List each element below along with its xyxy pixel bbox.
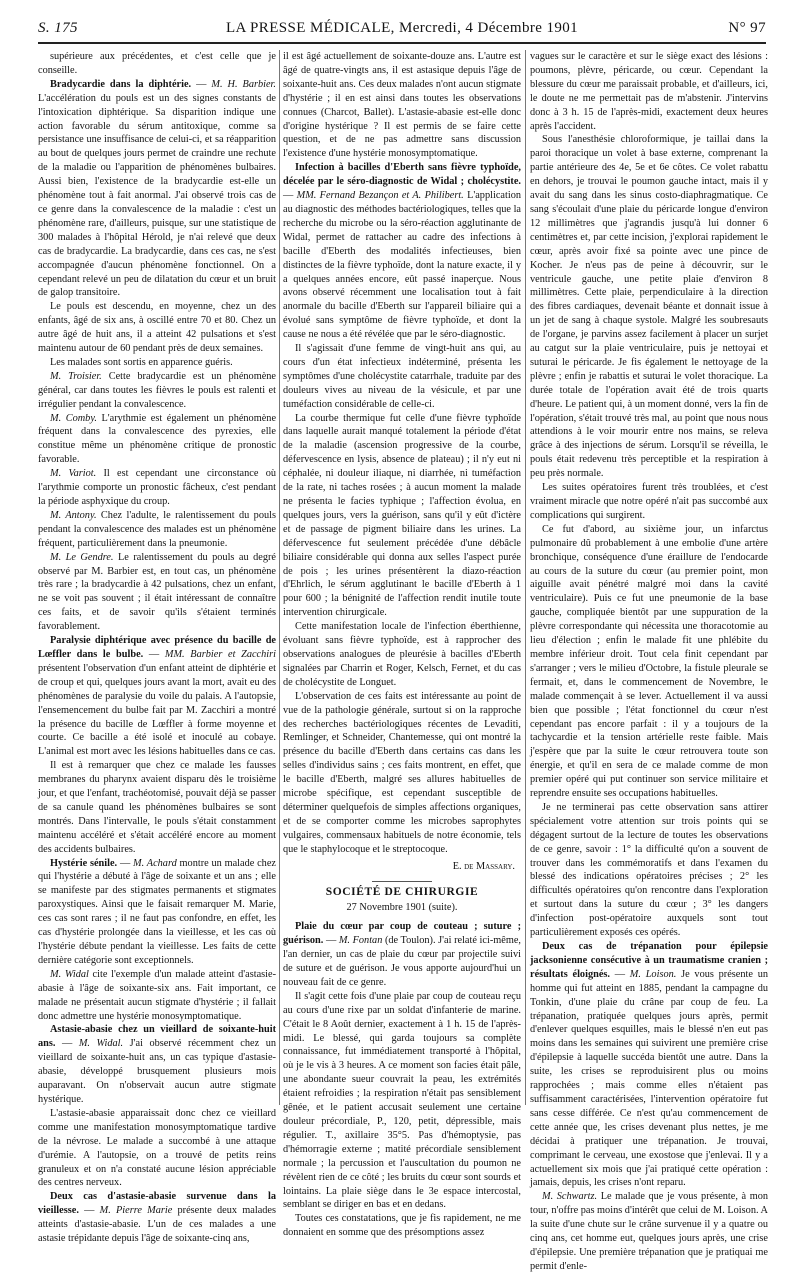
author-name: M. Achard	[133, 857, 177, 869]
paragraph	[530, 481, 768, 523]
paragraph-text: Cette manifestation locale de l'infection éberthienne, évoluant sans fièvre typhoïde, est à rapprocher des observations analogues de pleurésie à bacilles d'Eberth signalées par Charrin et Roger, Kelsch, Fernet, et du cas de cholécystite de Longuet.	[283, 621, 521, 688]
author-name: M. Pierre Marie	[99, 1205, 173, 1217]
paragraph-text: Sous l'anesthésie chloroformique, je taillai dans la paroi thoracique un volet à base externe, comprenant la partie antérieure des 4e, 5e et 6e côtes. Ce volet rabattu en dehors, je trouvai le poumon gauche intact, mais il y avait du sang dans les sinus costo-diaphragmatique. Ce sang s'écoulait d'une plaie du péricarde longue d'environ 12 millimètres que j'agrandis jusqu'à lui donner 6 centimètres et, par cette incision, j'explorai rapidement le cœur, après avoir fixé sa pointe avec une pince de Kocher. Je n'eus pas de peine à découvrir, sur le ventricule gauche, une petite plaie d'environ 8 millimètres. Cette plaie, perpendiculaire à la direction des fibres cardiaques, devenait béante et donnait issue à un jet de sang à chaque systole. Malgré les soubresauts de l'organe, je parvins assez facilement à placer un surjet au catgut sur la plaie ventriculaire, puis je nettoyai et suturai le péricarde. Je fis également le nettoyage de la plèvre ; enfin je rabattis et suturai le volet thoracique. La durée totale de l'opération avait été de trois quarts d'heure. Le patient qui, à un moment donné, vers la fin de l'opération, s'était trouvé très mal, au point que nous nous attendions à le voir mourir entre nos mains, se releva grâce à des injections de sérum. Lorsqu'il se réveilla, le pouls était redevenu très perceptible et la respiration à peu près normale.	[530, 134, 768, 480]
paragraph: Plaie du cœur par coup de couteau ; suture ; guérison. — M. Fontan (de Toulon). J'ai relaté ici-même, l'an dernier, un cas de plaie du cœur par projectile suivi de suture et de guérison. Je vous apporte aujourd'hui un nouveau fait de ce genre.	[283, 921, 521, 988]
paragraph	[38, 412, 276, 468]
paragraph-text: L'application au diagnostic des méthodes bactériologiques, telles que la recherche du microbe ou la séro-réaction agglutinante de Widal, permet de rattacher au cadre des infections à bacille d'Eberth des modalités infectieuses, bien distinctes de la fièvre typhoïde, dont la nature exacte, il y a quelques années encore, eût passé inaperçue. Nous avons observé récemment une localisation tout à fait anormale du bacille d'Eberth sur l'appareil biliaire qui a évolué sans symptôme de fièvre typhoïde, et dont la cause ne nous a été révélée que par le séro-diagnostic.	[283, 190, 521, 341]
paragraph-text: Il est à remarquer que chez ce malade les fausses membranes du pharynx avaient disparu dès le troisième jour, et que l'enfant, trachéotomisé, pouvait déjà se passer de sa canule quand les phénomènes bulbaires se sont montrés. Dans l'intervalle, le pouls s'était constamment maintenu accéléré et s'était accéléré encore au moment des accidents bulbaires.	[38, 760, 276, 855]
paragraph	[38, 759, 276, 856]
paragraph-text: L'observation de ces faits est intéressante au point de vue de la pathologie générale, surtout si on la rapproche des recherches bactériologiques récentes de Levaditi, Remlinger, et Schneider, Chantemesse, qui ont montré la présence du bacille d'Eberth dans certains cas dans les selles d'individus sains ; ces faits montrent, en effet, que le bacille d'Eberth, malgré ses allures habituelles de microbe spécifique, est cependant susceptible de déterminer quelquefois de simples affections organiques, et de se comporter comme les microbes saprophytes vulgaires, commensaux habituels de notre économie, tels que le staphylocoque et le streptocoque.	[283, 690, 521, 855]
paper-title: Paralysie diphtérique avec présence du bacille de Lœffler dans le bulbe.	[38, 635, 276, 660]
paragraph: Paralysie diphtérique avec présence du bacille de Lœffler dans le bulbe. — MM. Barbier et Zacchiri présentent l'observation d'un enfant atteint de diphtérie et de croup et qui, quelques jours avant la mort, avait eu des phénomènes de paralysie du voile du palais. A l'autopsie, l'ensemencement du bulbe fait par M. Zacchiri a montré la présence du bacille de Lœffler à forme moyenne et courte. Ce bacille a été isolé et inoculé au cobaye. L'animal est mort avec les lésions habituelles dans ce cas.	[38, 635, 276, 758]
paragraph	[530, 801, 768, 940]
section-title: SOCIÉTÉ DE CHIRURGIE	[325, 886, 479, 899]
author-name: M. Loison.	[629, 968, 677, 980]
paragraph	[530, 50, 768, 133]
paragraph: Deux cas d'astasie-abasie survenue dans la vieillesse. — M. Pierre Marie présente deux malades atteints d'astasie-abasie. L'un de ces malades a une astasie trépidante depuis l'âge de soixante-cinq ans,	[38, 1191, 276, 1245]
paper-title: Plaie du cœur par coup de couteau ; suture ; guérison.	[283, 921, 521, 947]
paragraph-text: Ce fut d'abord, au sixième jour, un infarctus pulmonaire dû probablement à une embolie d'une artère bronchique, conséquence d'une éraillure de l'endocarde au cours de la suture du cœur (au premier point, mon aiguille avait pénétré malgré moi dans la cavité ventriculaire). Puis ce fut une pneumonie de la base gauche, compliquée bientôt par une suppuration de la plèvre correspondante qui nécessita une thoracotomie au lieu d'élection ; enfin le malade fit une phlébite du membre inférieur droit. Tout cela finit cependant par s'arranger ; vers le milieu d'Octobre, la fistule pleurale se fermait, et, dans le commencement de Novembre, le malade commençait à se lever. Actuellement il va aussi bien que possible ; l'état fonctionnel du cœur n'est cependant pas encore parfait : il y a toujours de la tachycardie et la tension artérielle reste faible. Mais j'espère que par la suite le cœur retrouvera toute son énergie, et qu'il en sera de ce malade comme de mon premier opéré qui put continuer son service militaire et reprendre ensuite ses occupations habituelles.	[530, 523, 768, 800]
column-1	[38, 50, 277, 1245]
author-name: M. Fontan	[338, 935, 383, 947]
paragraph-text: vagues sur le caractère et sur le siège exact des lésions : poumons, plèvre, péricarde, ou cœur. Cependant la blessure du cœur me paraissait probable, et d'ailleurs, ici, le doute ne me permettait pas de m'abstenir. J'intervins donc à 3 h. 15 de l'après-midi, exactement deux heures après l'accident.	[530, 51, 768, 132]
paragraph	[283, 990, 521, 1213]
paper-title: Hystérie sénile.	[50, 857, 118, 869]
paragraph	[530, 523, 768, 801]
issue-number: N° 97	[728, 20, 766, 36]
paragraph	[283, 620, 521, 690]
paragraph	[283, 342, 521, 412]
paragraph-text: L'accélération du pouls est un des signes constants de l'intoxication diphtérique. Sa disparition indique une action favorable du sérum antitoxique, comme sa persistance une insuffisance de celui-ci, et sa réapparition au bout de quelques jours permet de craindre une rechute de la maladie ou l'apparition de phénomènes bulbaires. Aussi bien, l'existence de la bradycardie est-elle un phénomène tout à fait anormal. J'ai observé trois cas de ce genre dans la convalescence de la maladie : c'est un phénomène rare, d'ailleurs, puisque, sur une statistique de 300 malades à l'hôpital Hérold, je n'ai relevé que deux cas de bradycardie. La bradycardie, dans ces cas, ne s'est accompagnée d'aucun phénomène fonctionnel. On a cependant relevé un peu de dilatation du cœur et un bruit de galop transitoire.	[38, 92, 276, 299]
paper-title: Deux cas de trépanation pour épilepsie jacksonienne consécutive à un traumatisme cranien ; résultats éloignés.	[530, 941, 768, 980]
paragraph	[38, 551, 276, 634]
paragraph-text: (de Toulon). J'ai relaté ici-même, l'an dernier, un cas de plaie du cœur par projectile suivi de suture et de guérison. Je vous apporte aujourd'hui un nouveau fait de ce genre.	[283, 935, 521, 988]
column-divider	[525, 50, 526, 1105]
paragraph-text: Il est cependant une circonstance où l'arythmie comporte un pronostic fâcheux, c'est pendant la période asphyxique du croup.	[38, 468, 276, 507]
paragraph	[38, 300, 276, 356]
page-header	[38, 12, 766, 40]
author-name: M. Variot.	[50, 468, 97, 480]
paragraph-text: Le malade que je vous présente, à mon tour, n'offre pas moins d'intérêt que celui de M. Loison. A la suite d'une chute sur le crâne survenue il y a quatre ou cinq ans, cet homme eut, quelques jours après, une crise d'épilepsie. Une première trépanation que je pratiquai me permit d'enle-	[530, 1191, 768, 1272]
paragraph-text: Il s'agit cette fois d'une plaie par coup de couteau reçu au cours d'une rixe par un soldat d'infanterie de marine. C'était le 8 Août dernier, exactement à 1 h. 15 de l'après-midi. Le blessé, qui garda toujours sa complète connaissance, fut immédiatement transporté à l'hôpital, où je le vis à 3 heures. A ce moment son facies était pâle, une abondante sueur couvrait la peau, les extrémités étaient refroidies ; la respiration n'était pas sensiblement gênée, et le patient accusait seulement une certaine douleur précordiale, P., 120, petit, dépressible, mais régulier. T., axillaire 35°5. Pas d'hémoptysie, pas d'hémorragie externe ; matité précordiale sensiblement normale ; la percussion et l'auscultation du poumon ne révèlent rien de ce côté ; les bruits du cœur sont sourds et lointains. La plaie siège dans le 3e espace intercostal, semblant se diriger en bas et en dedans.	[283, 990, 521, 1211]
paragraph-text: Je vous présente un homme qui fut atteint en 1885, pendant la campagne du Tonkin, d'une plaie du crâne par coup de feu. La trépanation, pratiquée quelques jours après, permit d'enlever quelques esquilles, mais le blessé n'en eut pas moins dans les semaines qui suivirent une première crise d'épilepsie à laquelle succéda bientôt une autre. Dans la suite, les crises se reproduisirent plus ou moins rapprochées ; mais comme elles n'étaient pas suffisamment caractérisées, l'intervention opératoire fut sans cesse différée. Ce n'est qu'au commencement de cette année que, les crises devenant plus nettes, je me décidai à pratiquer une trépanation. Je trouvai, comprimant le cerveau, une exostose que j'enlevai. Il y a actuellement six mois que j'ai pratiqué cette opération : jamais, depuis, les crises n'ont reparu.	[530, 968, 768, 1189]
author-name: MM. Barbier et Zacchiri	[164, 648, 276, 660]
paragraph-text: Chez l'adulte, le ralentissement du pouls pendant la convalescence des malades est un phénomène fréquent, particulièrement dans la pneumonie.	[38, 509, 276, 549]
paragraph	[38, 509, 276, 551]
paragraph-text: montre un malade chez qui l'hystérie a débuté à l'âge de soixante et un ans ; elle se manifeste par des stigmates permanents et stigmates paroxystiques. Ainsi que le faisait remarquer M. Marie, ces cas sont rares ; il ne faut pas confondre, en effet, les cas d'hystérie prolongée dans la vieillesse, et les cas où l'hystérie débute pendant la vieillesse. Les faits de cette dernière catégorie sont exceptionnels.	[38, 857, 276, 966]
paragraph-text: Les suites opératoires furent très troublées, et c'est vraiment miracle que notre opéré n'ait pas succombé aux complications qui surgirent.	[530, 482, 768, 521]
author-name: M. Troisier.	[50, 370, 102, 382]
paragraph	[38, 467, 276, 509]
paragraph-text: Toutes ces constatations, que je fis rapidement, ne me donnaient en somme que des présomptions assez	[283, 1213, 521, 1239]
paragraph	[283, 1212, 521, 1240]
page-number: S. 175	[38, 20, 78, 36]
paper-title: Infection à bacilles d'Eberth sans fièvre typhoïde, décelée par le séro-diagnostic de Widal ; cholécystite.	[283, 162, 521, 188]
author-name: M. Le Gendre.	[50, 551, 114, 563]
paper-title: Astasie-abasie chez un vieillard de soixante-huit ans.	[38, 1024, 276, 1050]
journal-title: LA PRESSE MÉDICALE, Mercredi, 4 Décembre 1901	[225, 20, 579, 36]
paragraph	[38, 370, 276, 412]
paragraph	[283, 50, 521, 161]
paper-title: Deux cas d'astasie-abasie survenue dans la vieillesse.	[38, 1191, 276, 1217]
column-3	[530, 50, 768, 1272]
paragraph-text: J'ai observé récemment chez un vieillard de soixante-huit ans, un cas typique d'astasie-abasie, développé brusquement plusieurs mois auparavant. On n'observait aucun autre stigmate hystérique.	[38, 1038, 276, 1105]
paragraph-text: Le pouls est descendu, en moyenne, chez un des enfants, âgé de six ans, à oscillé entre 70 et 80. Chez un autre âgé de huit ans, il a atteint 42 pulsations et s'est maintenu autour de 60 pendant près de deux semaines.	[38, 301, 276, 355]
paragraph-text: L'astasie-abasie apparaissait donc chez ce vieillard comme une manifestation monosymptomatique tardive de la névrose. Le malade a succombé à une attaque d'urémie. A l'autopsie, on a trouvé de petits reins granuleux et on n'a constaté aucune lésion appréciable des centres nerveux.	[38, 1107, 276, 1189]
author-name: M. H. Barbier.	[211, 78, 276, 90]
paragraph-text: cite l'exemple d'un malade atteint d'astasie-abasie à l'âge de soixante-six ans. Fait important, ce malade ne présentait aucun stigmate d'hystérie ; il fallait donc admettre une hystérie monosymptomatique.	[38, 968, 277, 1022]
paragraph-text: Le ralentissement du pouls au degré observé par M. Barbier est, en tout cas, un phénomène très rare ; la bradycardie à 42 pulsations, chez un enfant, ne se voit pas souvent ; il était intéressant de connaître ces faits, et de savoir qu'ils s'étaient terminés favorablement.	[38, 551, 277, 633]
paragraph-text: Les malades sont sortis en apparence guéris.	[50, 356, 233, 368]
section-date: 27 Novembre 1901 (suite).	[346, 902, 458, 914]
author-name: MM. Fernand Bezançon et A. Philibert.	[296, 190, 464, 202]
paragraph	[38, 356, 276, 370]
author-name: M. Widal	[50, 968, 89, 980]
paragraph	[283, 412, 521, 621]
paragraph	[283, 690, 521, 857]
author-name: M. Schwartz.	[542, 1191, 598, 1203]
header-rule	[38, 42, 766, 44]
paragraph-text: Je ne terminerai pas cette observation sans attirer spécialement votre attention sur trois points qui se dégagent surtout de la lecture de toutes les observations de ce genre, savoir : 1° la difficulté qu'on a souvent de trouver dans les commémoratifs et dans l'examen du blessé des indications opératoires précises ; 2° les difficultés opératoires qu'on rencontre dans l'exploration et surtout dans la suture du cœur ; 3° les dangers d'infection post-opératoire auxquels sont tout particulièrement exposés ces opérés.	[530, 801, 768, 939]
paragraph-text: supérieure aux précédentes, et c'est celle que je conseille.	[38, 51, 276, 76]
paper-title: Bradycardie dans la diphtérie.	[50, 78, 192, 90]
paragraph-text: La courbe thermique fut celle d'une fièvre typhoïde dans laquelle aurait manqué totalement la période d'état de la maladie (ascension progressive de la courbe, défervescence en lysis, absence de plateau) ; il n'y eut ni céphalée, ni douleur iliaque, ni diarrhée, ni tuméfaction de la rate, ni taches rosées ; à aucun moment la malade ne présenta le facies typhique ; l'affection évolua, en quelques jours, vers la guérison, sans qu'il y eût d'ictère et de passage de pigment biliaire dans les urines. La défervescence fut seulement précédée d'une débâcle biliaire considérable qui donna aux selles l'aspect purée de pois ; les urines présentèrent la diazo-réaction d'Ehrlich, le sérum agglutinant le bacille d'Eberth à 1 pour 600 ; la bénignité de l'affection rendit inutile toute intervention chirurgicale.	[283, 412, 521, 619]
signature: E. de Massary.	[452, 860, 515, 872]
paragraph	[38, 968, 276, 1024]
author-name: M. Widal.	[78, 1038, 124, 1050]
paragraph: Deux cas de trépanation pour épilepsie jacksonienne consécutive à un traumatisme cranien ; résultats éloignés. — M. Loison. Je vous présente un homme qui fut atteint en 1885, pendant la campagne du Tonkin, d'une plaie du crâne par coup de feu. La trépanation, pratiquée quelques jours après, permit d'enlever quelques esquilles, mais le blessé n'en eut pas moins dans les semaines qui suivirent une première crise d'épilepsie à laquelle succéda bientôt une autre. Dans la suite, les crises se reproduisirent plus ou moins rapprochées ; mais comme elles n'étaient pas suffisamment caractérisées, l'intervention opératoire fut sans cesse différée. Ce n'est qu'au commencement de cette année que, les crises devenant plus nettes, je me décidai à pratiquer une trépanation. Je trouvai, comprimant le cerveau, une exostose que j'enlevai. Il y a actuellement six mois que j'ai pratiqué cette opération : jamais, depuis, les crises n'ont reparu.	[530, 941, 768, 1189]
paragraph: Astasie-abasie chez un vieillard de soixante-huit ans. — M. Widal. J'ai observé récemment chez un vieillard de soixante-huit ans, un cas typique d'astasie-abasie, développé brusquement plusieurs mois auparavant. On n'observait aucun autre stigmate hystérique.	[38, 1024, 276, 1105]
paragraph-text: il est âgé actuellement de soixante-douze ans. L'autre est âgé de quatre-vingts ans, il est astasique depuis l'âge de soixante-huit ans. Ces deux malades n'ont aucun stigmate d'hystérie ; il en est ainsi dans toutes les observations connues (Charcot, Ballet). L'astasie-abasie est-elle donc d'origine hystérique ? Il est permis de se faire cette question, et de ne pas admettre sans discussion l'existence d'une hystérie monosymptomatique.	[283, 51, 521, 160]
paragraph	[38, 1107, 276, 1190]
author-name: M. Comby.	[50, 412, 97, 424]
paragraph: Hystérie sénile. — M. Achard montre un malade chez qui l'hystérie a débuté à l'âge de soixante et un ans ; elle se manifeste par des stigmates permanents et stigmates paroxystiques. Ainsi que le faisait remarquer M. Marie, ces cas sont rares ; il ne faut pas confondre, en effet, les cas d'hystérie prolongée dans la vieillesse, et les cas où l'hystérie débute pendant la vieillesse. Les faits de cette dernière catégorie sont exceptionnels.	[38, 857, 276, 966]
paragraph: Infection à bacilles d'Eberth sans fièvre typhoïde, décelée par le séro-diagnostic de Widal ; cholécystite. — MM. Fernand Bezançon et A. Philibert. L'application au diagnostic des méthodes bactériologiques, telles que la recherche du microbe ou la séro-réaction agglutinante de Widal, permet de rattacher au cadre des infections à bacille d'Eberth des modalités infectieuses, bien distinctes de la fièvre typhoïde, dont la nature exacte, il y a quelques années encore, eût passé inaperçue. Nous avons observé récemment une localisation tout à fait anormale du bacille d'Eberth sur l'appareil biliaire qui a évolué sans symptôme de fièvre typhoïde, et dont la cause ne nous a été révélée que par le séro-diagnostic.	[283, 162, 521, 341]
paragraph-text: L'arythmie est également un phénomène fréquent dans la convalescence des pyrexies, elle constitue même un phénomène critique de pronostic favorable.	[38, 412, 277, 466]
paragraph	[38, 50, 276, 78]
paragraph-text: présentent l'observation d'un enfant atteint de diphtérie et de croup et qui, quelques jours avant la mort, avait eu des phénomènes de paralysie du voile du palais. A l'autopsie, l'ensemencement du bulbe fait par M. Zacchiri a montré la présence du bacille de Lœffler à forme moyenne et courte. Ce bacille a été isolé et inoculé au cobaye. L'animal est mort avec les lésions habituelles dans ce cas.	[38, 662, 276, 758]
paragraph-text: présente deux malades atteints d'astasie-abasie. L'un de ces malades a une astasie trépidante depuis l'âge de soixante-cinq ans,	[38, 1205, 276, 1245]
paragraph: Bradycardie dans la diphtérie. — M. H. Barbier. L'accélération du pouls est un des signes constants de l'intoxication diphtérique. Sa disparition indique une action favorable du sérum antitoxique, comme sa persistance une insuffisance de celui-ci, et sa réapparition au bout de quelques jours permet de craindre une rechute de la maladie ou l'apparition de phénomènes bulbaires. Aussi bien, l'existence de la bradycardie est-elle un phénomène tout à fait anormal. J'ai observé trois cas de ce genre dans la convalescence de la maladie : c'est un phénomène rare, d'ailleurs, puisque, sur une statistique de 300 malades à l'hôpital Hérold, je n'ai relevé que deux cas de bradycardie. La bradycardie, dans ces cas, ne s'est accompagnée d'aucun phénomène fonctionnel. On a cependant relevé un peu de dilatation du cœur et un bruit de galop transitoire.	[38, 78, 276, 299]
column-divider	[279, 50, 280, 1105]
paragraph-text: Cette bradycardie est un phénomène général, car dans toutes les fièvres le pouls est ralenti et irrégulier pendant la convalescence.	[38, 370, 276, 410]
paragraph-text: Il s'agissait d'une femme de vingt-huit ans qui, au cours d'un état infectieux indéterminé, présenta les symptômes d'une cholécystite catarrhale, traduite par des douleurs vives au niveau de la vésicule, et par une tuméfaction considérable de celle-ci.	[283, 343, 521, 410]
paragraph	[530, 1190, 768, 1273]
section-rule	[372, 881, 432, 882]
paragraph	[530, 133, 768, 481]
author-name: M. Antony.	[50, 509, 97, 521]
column-2	[283, 50, 521, 1239]
